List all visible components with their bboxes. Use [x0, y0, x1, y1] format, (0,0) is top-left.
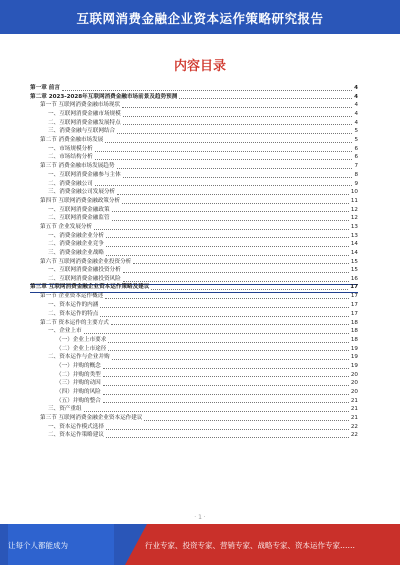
toc-dot-leader: [106, 246, 349, 247]
toc-entry-page: 18: [350, 319, 358, 326]
table-of-contents: [30, 84, 358, 440]
toc-entry-title: 二、互联网消费金融监管: [48, 215, 110, 222]
toc-dot-leader: [100, 316, 349, 317]
toc-entry-title: 第二章 2023-2028年互联网消费金融市场前景及趋势预测: [30, 93, 178, 100]
toc-entry[interactable]: [30, 345, 358, 354]
toc-entry[interactable]: [30, 93, 358, 102]
toc-entry-title: 一、消费金融企业分析: [48, 232, 104, 239]
toc-entry-title: （五）并购的整合: [56, 397, 101, 404]
toc-entry[interactable]: [30, 327, 358, 336]
toc-entry-title: 一、企业上市: [48, 328, 82, 335]
toc-entry-page: 20: [350, 389, 358, 396]
toc-entry[interactable]: [30, 371, 358, 380]
toc-entry-page: 21: [350, 406, 358, 413]
toc-dot-leader: [112, 220, 349, 221]
toc-dot-leader: [123, 116, 353, 117]
toc-dot-leader: [106, 429, 349, 430]
toc-dot-leader: [103, 376, 349, 377]
toc-dot-leader: [112, 211, 349, 212]
toc-entry-page: 5: [354, 128, 358, 135]
toc-entry-page: 17: [350, 310, 358, 317]
toc-entry-page: 20: [350, 371, 358, 378]
toc-dot-leader: [111, 324, 349, 325]
toc-entry-title: 一、互联网消费金融投资分析: [48, 267, 121, 274]
toc-entry-page: 17: [350, 293, 358, 300]
toc-entry-title: 三、资产重组: [48, 406, 82, 413]
toc-entry[interactable]: [30, 136, 358, 145]
toc-dot-leader: [84, 333, 349, 334]
toc-dot-leader: [122, 203, 349, 204]
toc-entry[interactable]: [30, 293, 358, 302]
toc-entry-title: 二、互联网消费金融发展特点: [48, 119, 121, 126]
toc-dot-leader: [123, 281, 349, 282]
toc-entry-page: 18: [350, 328, 358, 335]
toc-entry-title: 三、消费金融与互联网结合: [48, 128, 116, 135]
toc-entry[interactable]: [30, 180, 358, 189]
toc-entry[interactable]: [30, 397, 358, 406]
toc-entry-page: 21: [350, 397, 358, 404]
page-number: · 1 ·: [194, 514, 206, 521]
toc-dot-leader: [179, 98, 352, 99]
toc-dot-leader: [103, 402, 349, 403]
toc-entry-title: 一、互联网消费金融参与主体: [48, 171, 121, 178]
toc-entry[interactable]: [30, 432, 358, 441]
toc-entry-page: 4: [354, 119, 358, 126]
toc-entry[interactable]: [30, 232, 358, 241]
toc-entry-title: 一、市场规模分析: [48, 145, 93, 152]
toc-dot-leader: [122, 107, 352, 108]
toc-entry-page: 17: [350, 302, 358, 309]
toc-entry[interactable]: [30, 310, 358, 319]
toc-entry[interactable]: [30, 258, 358, 267]
toc-entry-page: 9: [354, 180, 358, 187]
toc-entry-title: 第一章 前言: [30, 84, 60, 91]
toc-entry-page: 6: [354, 145, 358, 152]
toc-entry[interactable]: [30, 101, 358, 110]
toc-dot-leader: [108, 342, 349, 343]
toc-entry-title: 第五节 企业发展分析: [40, 223, 93, 230]
report-header-bar: [0, 0, 400, 34]
toc-entry-title: 第一节 互联网消费金融市场现状: [40, 102, 121, 109]
toc-entry-page: 16: [350, 276, 358, 283]
toc-dot-leader: [103, 385, 349, 386]
toc-entry-page: 4: [354, 111, 358, 118]
toc-dot-leader: [106, 237, 349, 238]
toc-entry[interactable]: [30, 223, 358, 232]
toc-entry-title: 二、市场结构分析: [48, 154, 93, 161]
toc-entry-page: 8: [354, 171, 358, 178]
toc-dot-leader: [105, 142, 352, 143]
toc-entry-title: 二、资本运作策略建议: [48, 432, 104, 439]
toc-entry[interactable]: [30, 197, 358, 206]
toc-entry-title: 一、互联网消费金融政策: [48, 206, 110, 213]
toc-entry-page: 19: [350, 354, 358, 361]
toc-dot-leader: [103, 368, 349, 369]
toc-dot-leader: [108, 350, 349, 351]
toc-dot-leader: [62, 90, 352, 91]
toc-dot-leader: [103, 394, 349, 395]
toc-entry[interactable]: [30, 249, 358, 258]
toc-entry-title: 第三节 互联网消费金融企业资本运作建议: [40, 415, 143, 422]
footer-banner: [0, 524, 400, 565]
toc-entry-page: 13: [350, 232, 358, 239]
toc-entry[interactable]: [30, 127, 358, 136]
toc-entry-title: 第三章 互联网消费金融企业资本运作策略及建议: [30, 283, 150, 290]
toc-entry-title: 二、资本运作的特点: [48, 310, 99, 317]
toc-entry-title: 第三节 消费金融市场发展趋势: [40, 163, 115, 170]
toc-entry-page: 18: [350, 336, 358, 343]
toc-entry-page: 6: [354, 154, 358, 161]
toc-entry[interactable]: [30, 240, 358, 249]
toc-entry-title: 一、资本运作的内涵: [48, 302, 99, 309]
toc-entry-title: （四）并购的风险: [56, 389, 101, 396]
toc-dot-leader: [94, 229, 349, 230]
toc-dot-leader: [112, 359, 349, 360]
toc-entry-title: 一、互联网消费金融市场规模: [48, 111, 121, 118]
toc-entry-title: 第一节 企业资本运作概述: [40, 293, 104, 300]
toc-entry-page: 17: [350, 283, 358, 290]
toc-entry[interactable]: [30, 388, 358, 397]
toc-entry-page: 5: [354, 137, 358, 144]
toc-entry-title: 三、消费金融公司发展分析: [48, 189, 116, 196]
toc-entry[interactable]: [30, 206, 358, 215]
toc-entry[interactable]: [30, 145, 358, 154]
toc-entry-title: 二、互联网消费金融投资风险: [48, 276, 121, 283]
toc-entry[interactable]: [30, 171, 358, 180]
toc-entry[interactable]: [30, 266, 358, 275]
toc-entry[interactable]: [30, 188, 358, 197]
toc-entry-page: 11: [350, 197, 358, 204]
toc-dot-leader: [105, 298, 349, 299]
toc-dot-leader: [117, 194, 349, 195]
toc-entry-page: 13: [350, 223, 358, 230]
toc-entry[interactable]: [30, 336, 358, 345]
toc-entry-title: （一）并购的概念: [56, 362, 101, 369]
toc-dot-leader: [133, 263, 349, 264]
toc-entry-page: 14: [350, 241, 358, 248]
toc-entry-title: 二、消费金融企业竞争: [48, 241, 104, 248]
toc-dot-leader: [106, 437, 349, 438]
toc-entry-title: 三、消费金融企业战略: [48, 250, 104, 257]
toc-dot-leader: [123, 177, 353, 178]
toc-entry-title: 第六节 互联网消费金融企业投资分析: [40, 258, 132, 265]
toc-heading: 内容目录: [173, 59, 226, 74]
toc-entry-page: 7: [354, 163, 358, 170]
toc-entry-title: 二、消费金融公司: [48, 180, 93, 187]
toc-entry[interactable]: [30, 405, 358, 414]
toc-entry[interactable]: [30, 119, 358, 128]
footer-expert-list: 行业专家、投资专家、营销专家、战略专家、资本运作专家……: [145, 541, 355, 550]
toc-entry[interactable]: [30, 379, 358, 388]
toc-entry[interactable]: [30, 214, 358, 223]
toc-entry-title: 第二节 资本运作的主要方式: [40, 319, 109, 326]
toc-entry[interactable]: [30, 353, 358, 362]
toc-dot-leader: [123, 272, 349, 273]
toc-entry[interactable]: [30, 162, 358, 171]
toc-dot-leader: [144, 420, 348, 421]
footer-slogan: 让每个人都能成为: [8, 541, 68, 550]
toc-entry-title: 第四节 互联网消费金融政策分析: [40, 197, 121, 204]
toc-entry-title: （三）并购的动因: [56, 380, 101, 387]
toc-entry[interactable]: [30, 154, 358, 163]
toc-entry-page: 15: [350, 267, 358, 274]
toc-entry[interactable]: [30, 423, 358, 432]
toc-entry-page: 21: [350, 415, 358, 422]
toc-entry-page: 19: [350, 362, 358, 369]
toc-entry-title: 第二节 消费金融市场发展: [40, 137, 104, 144]
toc-entry[interactable]: [30, 110, 358, 119]
toc-entry-page: 15: [350, 258, 358, 265]
toc-entry[interactable]: [30, 84, 358, 93]
toc-entry-title: 一、资本运作模式选择: [48, 423, 104, 430]
toc-entry-page: 22: [350, 423, 358, 430]
toc-dot-leader: [106, 255, 349, 256]
toc-entry-title: （二）企业上市途径: [56, 345, 107, 352]
toc-dot-leader: [95, 159, 353, 160]
toc-entry-title: 二、资本运作与企业并购: [48, 354, 110, 361]
toc-entry-page: 12: [350, 206, 358, 213]
toc-entry-page: 12: [350, 215, 358, 222]
toc-entry[interactable]: [30, 284, 358, 293]
toc-entry[interactable]: [30, 301, 358, 310]
toc-entry-title: （一）企业上市要求: [56, 336, 107, 343]
toc-entry-page: 10: [350, 189, 358, 196]
toc-dot-leader: [95, 151, 353, 152]
toc-entry-page: 14: [350, 250, 358, 257]
toc-entry[interactable]: [30, 414, 358, 423]
toc-dot-leader: [151, 289, 348, 290]
toc-dot-leader: [84, 411, 349, 412]
toc-dot-leader: [100, 307, 349, 308]
toc-dot-leader: [123, 124, 353, 125]
report-title: 互联网消费金融企业资本运作策略研究报告: [76, 11, 324, 26]
toc-entry-page: 22: [350, 432, 358, 439]
toc-entry-page: 19: [350, 345, 358, 352]
toc-entry-title: （二）并购的类型: [56, 371, 101, 378]
toc-entry[interactable]: [30, 319, 358, 328]
toc-entry-page: 4: [354, 93, 358, 100]
toc-dot-leader: [95, 185, 353, 186]
toc-entry-page: 4: [354, 84, 358, 91]
toc-entry-page: 4: [354, 102, 358, 109]
toc-entry-page: 20: [350, 380, 358, 387]
toc-dot-leader: [117, 133, 352, 134]
toc-entry[interactable]: [30, 362, 358, 371]
toc-dot-leader: [117, 168, 353, 169]
